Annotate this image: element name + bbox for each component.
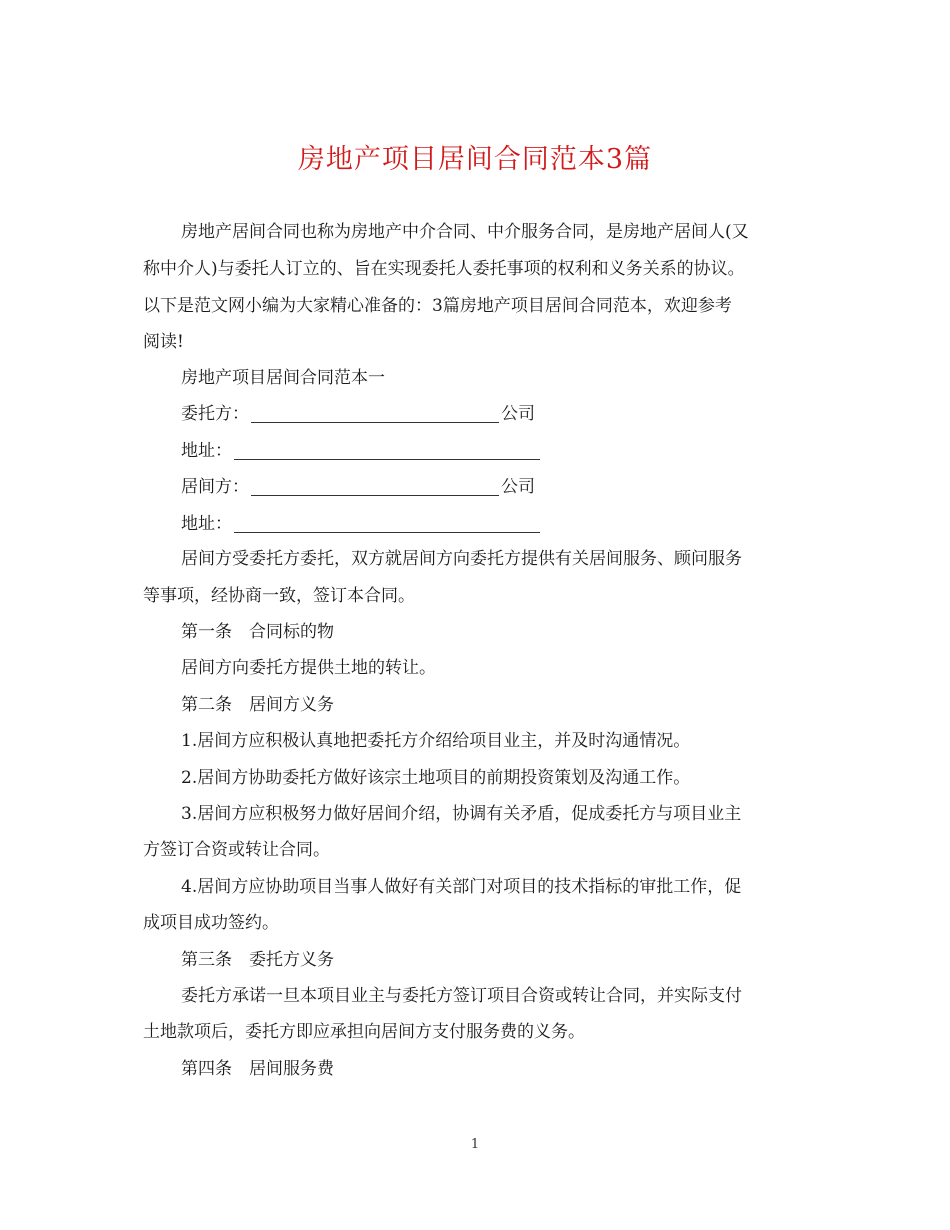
client-label: 委托方： (181, 404, 249, 424)
article-2-item-1: 1.居间方应积极认真地把委托方介绍给项目业主，并及时沟通情况。 (181, 731, 691, 751)
article-3-title: 第三条 委托方义务 (181, 950, 334, 970)
broker-line (181, 475, 813, 499)
article-2-item-4-cont: 成项目成功签约。 (143, 913, 279, 933)
article-4-title: 第四条 居间服务费 (181, 1059, 334, 1079)
broker-label: 居间方： (181, 477, 249, 497)
preamble-line-2: 等事项，经协商一致，签订本合同。 (143, 586, 415, 606)
article-2-item-4: 4.居间方应协助项目当事人做好有关部门对项目的技术指标的审批工作，促 (181, 877, 742, 897)
broker-address-line (181, 512, 813, 536)
document-title: 房地产项目居间合同范本3篇 (297, 144, 653, 175)
intro-line-1: 房地产居间合同也称为房地产中介合同、中介服务合同，是房地产居间人(又 (181, 222, 749, 242)
preamble-line-1: 居间方受委托方委托，双方就居间方向委托方提供有关居间服务、顾问服务 (181, 549, 742, 569)
contract-title: 房地产项目居间合同范本一 (181, 368, 385, 388)
article-1-body: 居间方向委托方提供土地的转让。 (181, 658, 436, 678)
broker-name-blank (251, 477, 499, 496)
article-3-body-2: 土地款项后，委托方即应承担向居间方支付服务费的义务。 (143, 1022, 585, 1042)
client-suffix: 公司 (501, 404, 535, 424)
page-number: 1 (470, 1137, 480, 1152)
intro-line-4: 阅读! (143, 332, 184, 352)
client-line (181, 402, 813, 426)
client-address-line (181, 439, 813, 463)
article-2-item-2: 2.居间方协助委托方做好该宗土地项目的前期投资策划及沟通工作。 (181, 768, 691, 788)
broker-address-blank (234, 514, 540, 533)
client-address-blank (234, 441, 540, 460)
broker-address-label: 地址： (181, 514, 232, 534)
client-name-blank (251, 404, 499, 423)
client-address-label: 地址： (181, 441, 232, 461)
article-2-title: 第二条 居间方义务 (181, 695, 334, 715)
article-2-item-3: 3.居间方应积极努力做好居间介绍，协调有关矛盾，促成委托方与项目业主 (181, 804, 742, 824)
article-3-body-1: 委托方承诺一旦本项目业主与委托方签订项目合资或转让合同，并实际支付 (181, 986, 742, 1006)
article-2-item-3-cont: 方签订合资或转让合同。 (143, 840, 330, 860)
broker-suffix: 公司 (501, 477, 535, 497)
intro-line-3: 以下是范文网小编为大家精心准备的：3篇房地产项目居间合同范本，欢迎参考 (143, 296, 732, 316)
article-1-title: 第一条 合同标的物 (181, 622, 334, 642)
intro-line-2: 称中介人)与委托人订立的、旨在实现委托人委托事项的权利和义务关系的协议。 (143, 259, 745, 279)
